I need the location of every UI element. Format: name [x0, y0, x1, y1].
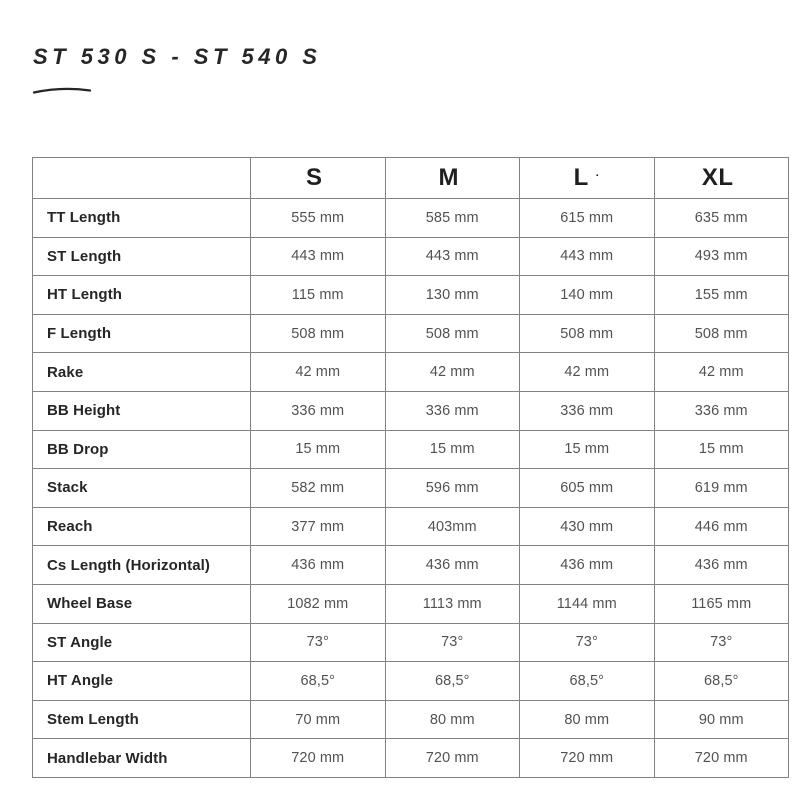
cell-value: 619 mm — [654, 469, 789, 508]
cell-value: 508 mm — [385, 314, 520, 353]
cell-value: 1165 mm — [654, 584, 789, 623]
cell-value: 68,5° — [520, 662, 655, 701]
table-row — [33, 391, 789, 430]
row-label: ST Angle — [33, 623, 251, 662]
cell-value: 155 mm — [654, 276, 789, 315]
cell-value: 140 mm — [520, 276, 655, 315]
cell-value: 80 mm — [385, 700, 520, 739]
cell-value: 73° — [520, 623, 655, 662]
row-label: Reach — [33, 507, 251, 546]
cell-value: 436 mm — [385, 546, 520, 585]
size-label: S — [305, 164, 323, 191]
table-row — [33, 276, 789, 315]
row-label: Handlebar Width — [33, 739, 251, 778]
cell-value: 68,5° — [251, 662, 386, 701]
table-row — [33, 430, 789, 469]
row-label: BB Drop — [33, 430, 251, 469]
row-label: Wheel Base — [33, 584, 251, 623]
cell-value: 508 mm — [251, 314, 386, 353]
geometry-table — [32, 157, 788, 778]
cell-value: 1113 mm — [385, 584, 520, 623]
cell-value: 635 mm — [654, 199, 789, 238]
column-header-s — [251, 158, 386, 199]
cell-value: 508 mm — [520, 314, 655, 353]
cell-value: 377 mm — [251, 507, 386, 546]
row-label: HT Angle — [33, 662, 251, 701]
table-row — [33, 507, 789, 546]
page-title: ST 530 S - ST 540 S — [33, 44, 322, 69]
column-header-l — [520, 158, 655, 199]
size-label: M — [438, 164, 459, 191]
spec-table — [32, 157, 789, 778]
cell-value: 1144 mm — [520, 584, 655, 623]
row-label: Stack — [33, 469, 251, 508]
cell-value: 15 mm — [520, 430, 655, 469]
table-row — [33, 584, 789, 623]
cell-value: 73° — [654, 623, 789, 662]
size-label: XL — [701, 164, 734, 191]
cell-value: 336 mm — [385, 391, 520, 430]
cell-value: 720 mm — [654, 739, 789, 778]
table-row — [33, 199, 789, 238]
cell-value: 443 mm — [385, 237, 520, 276]
row-label: HT Length — [33, 276, 251, 315]
table-row — [33, 469, 789, 508]
cell-value: 403mm — [385, 507, 520, 546]
row-label: BB Height — [33, 391, 251, 430]
row-label: Cs Length (Horizontal) — [33, 546, 251, 585]
cell-value: 90 mm — [654, 700, 789, 739]
corner-cell — [33, 158, 251, 199]
cell-value: 68,5° — [654, 662, 789, 701]
row-label: ST Length — [33, 237, 251, 276]
row-label: Rake — [33, 353, 251, 392]
column-header-m — [385, 158, 520, 199]
cell-value: 436 mm — [520, 546, 655, 585]
cell-value: 15 mm — [654, 430, 789, 469]
cell-value: 596 mm — [385, 469, 520, 508]
cell-value: 720 mm — [251, 739, 386, 778]
cell-value: 336 mm — [520, 391, 655, 430]
cell-value: 115 mm — [251, 276, 386, 315]
cell-value: 615 mm — [520, 199, 655, 238]
cell-value: 42 mm — [385, 353, 520, 392]
cell-value: 42 mm — [251, 353, 386, 392]
size-label: L — [573, 164, 589, 191]
cell-value: 336 mm — [654, 391, 789, 430]
size-mark: · — [595, 169, 600, 182]
cell-value: 73° — [251, 623, 386, 662]
row-label: TT Length — [33, 199, 251, 238]
cell-value: 555 mm — [251, 199, 386, 238]
cell-value: 720 mm — [385, 739, 520, 778]
column-header-xl — [654, 158, 789, 199]
title-underline-stroke — [32, 84, 92, 96]
table-row — [33, 314, 789, 353]
table-row — [33, 546, 789, 585]
cell-value: 446 mm — [654, 507, 789, 546]
table-header-row — [33, 158, 789, 199]
cell-value: 80 mm — [520, 700, 655, 739]
cell-value: 720 mm — [520, 739, 655, 778]
table-row — [33, 623, 789, 662]
cell-value: 436 mm — [251, 546, 386, 585]
spec-table-body — [33, 199, 789, 778]
row-label: F Length — [33, 314, 251, 353]
cell-value: 585 mm — [385, 199, 520, 238]
table-row — [33, 739, 789, 778]
cell-value: 436 mm — [654, 546, 789, 585]
cell-value: 1082 mm — [251, 584, 386, 623]
cell-value: 443 mm — [520, 237, 655, 276]
cell-value: 130 mm — [385, 276, 520, 315]
table-row — [33, 353, 789, 392]
cell-value: 15 mm — [385, 430, 520, 469]
cell-value: 42 mm — [520, 353, 655, 392]
row-label: Stem Length — [33, 700, 251, 739]
cell-value: 68,5° — [385, 662, 520, 701]
cell-value: 70 mm — [251, 700, 386, 739]
table-row — [33, 662, 789, 701]
cell-value: 582 mm — [251, 469, 386, 508]
table-row — [33, 237, 789, 276]
cell-value: 430 mm — [520, 507, 655, 546]
cell-value: 508 mm — [654, 314, 789, 353]
cell-value: 493 mm — [654, 237, 789, 276]
cell-value: 336 mm — [251, 391, 386, 430]
cell-value: 73° — [385, 623, 520, 662]
table-row — [33, 700, 789, 739]
cell-value: 443 mm — [251, 237, 386, 276]
cell-value: 42 mm — [654, 353, 789, 392]
cell-value: 15 mm — [251, 430, 386, 469]
cell-value: 605 mm — [520, 469, 655, 508]
